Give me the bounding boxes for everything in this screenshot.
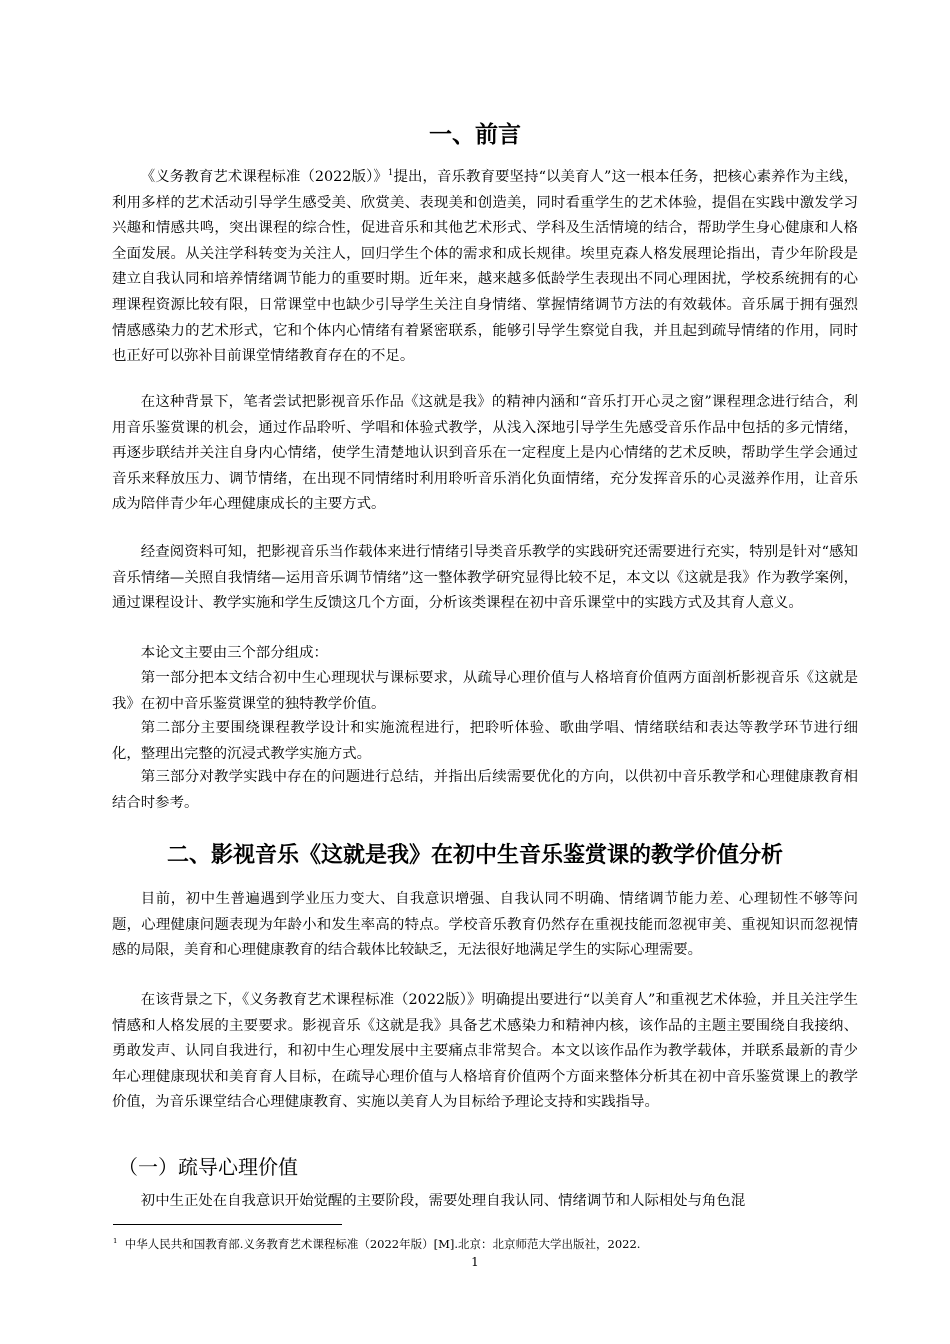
- section-1-paragraph-7: 第三部分对教学实践中存在的问题进行总结，并指出后续需要优化的方向，以供初中音乐教学和心理健康教育相结合时参考。: [112, 769, 858, 811]
- footnote-separator: [113, 1224, 342, 1225]
- paragraph-text: 提出，音乐教育要坚持“以美育人”这一根本任务，把核心素养作为主线，利用多样的艺术活动引导学生感受美、欣赏美、表现美和创造美，同时看重学生的艺术体验，提倡在实践中激发学习兴趣和情感共鸣，突出课程的综合性，促进音乐和其他艺术形式、学科及生活情境的结合，帮助学生身心健康和人格全面发展。从关注学科转变为关注人，回归学生个体的需求和成长规律。埃里克森人格发展理论指出，青少年阶段是建立自我认同和培养情绪调节能力的重要时期。近年来，越来越多低龄学生表现出不同心理困扰，学校系统拥有的心理课程资源比较有限，日常课堂中也缺少引导学生关注自身情绪、掌握情绪调节方法的有效载体。音乐属于拥有强烈情感感染力的艺术形式，它和个体内心情绪有着紧密联系，能够引导学生察觉自我，并且起到疏导情绪的作用，同时也正好可以弥补目前课堂情绪教育存在的不足。: [112, 169, 858, 365]
- section-1-heading: 一、前言: [429, 122, 521, 148]
- footnote-number: 1: [113, 1237, 118, 1246]
- section-1-paragraph-6: 第二部分主要围绕课程教学设计和实施流程进行，把聆听体验、歌曲学唱、情绪联结和表达等教学环节进行细化，整理出完整的沉浸式教学实施方式。: [112, 720, 858, 762]
- section-1-paragraph-2: 在这种背景下，笔者尝试把影视音乐作品《这就是我》的精神内涵和“音乐打开心灵之窗”课程理念进行结合，利用音乐鉴赏课的机会，通过作品聆听、学唱和体验式教学，从浅入深地引导学生先感受音乐作品中包括的多元情绪，再逐步联结并关注自身内心情绪，使学生清楚地认识到音乐在一定程度上是内心情绪的艺术反映，帮助学生学会通过音乐来释放压力、调节情绪，在出现不同情绪时利用聆听音乐消化负面情绪，充分发挥音乐的心灵滋养作用，让音乐成为陪伴青少年心理健康成长的主要方式。: [112, 394, 858, 513]
- section-1-paragraph-1: [112, 165, 858, 370]
- footnote-reference[interactable]: 1: [387, 168, 394, 179]
- cited-title: 《义务教育艺术课程标准（2022版）》: [140, 169, 388, 185]
- section-2-paragraph-1: 目前，初中生普遍遇到学业压力变大、自我意识增强、自我认同不明确、情绪调节能力差、心理韧性不够等问题，心理健康问题表现为年龄小和发生率高的特点。学校音乐教育仍然存在重视技能而忽视审美、重视知识而忽视情感的局限，美育和心理健康教育的结合载体比较缺乏，无法很好地满足学生的实际心理需要。: [112, 891, 858, 959]
- page-number: 1: [471, 1255, 479, 1269]
- section-1-paragraph-4: 本论文主要由三个部分组成：: [140, 645, 328, 661]
- subsection-heading: （一）疏导心理价值: [118, 1155, 298, 1179]
- section-1-paragraph-3: 经查阅资料可知，把影视音乐当作载体来进行情绪引导类音乐教学的实践研究还需要进行充实，特别是针对“感知音乐情绪—关照自我情绪—运用音乐调节情绪”这一整体教学研究显得比较不足，本文以《这就是我》作为教学案例，通过课程设计、教学实施和学生反馈这几个方面，分析该类课程在初中音乐课堂中的实践方式及其育人意义。: [112, 544, 858, 612]
- footnote-text: 中华人民共和国教育部.义务教育艺术课程标准（2022年版）[M].北京：北京师范大学出版社，2022.: [124, 1237, 641, 1251]
- footnote: [113, 1236, 640, 1252]
- subsection-paragraph-1: 初中生正处在自我意识开始觉醒的主要阶段，需要处理自我认同、情绪调节和人际相处与角色混: [140, 1193, 746, 1209]
- section-2-heading: 二、影视音乐《这就是我》在初中生音乐鉴赏课的教学价值分析: [166, 843, 783, 868]
- section-2-paragraph-2: 在该背景之下，《义务教育艺术课程标准（2022版）》明确提出要进行“以美育人”和重视艺术体验，并且关注学生情感和人格发展的主要要求。影视音乐《这就是我》具备艺术感染力和精神内核，该作品的主题主要围绕自我接纳、勇敢发声、认同自我进行，和初中生心理发展中主要痛点非常契合。本文以该作品作为教学载体，并联系最新的青少年心理健康现状和美育育人目标，在疏导心理价值与人格培育价值两个方面来整体分析其在初中音乐鉴赏课上的教学价值，为音乐课堂结合心理健康教育、实施以美育人为目标给予理论支持和实践指导。: [112, 992, 858, 1111]
- section-1-paragraph-5: 第一部分把本文结合初中生心理现状与课标要求，从疏导心理价值与人格培育价值两方面剖析影视音乐《这就是我》在初中音乐鉴赏课堂的独特教学价值。: [112, 670, 858, 712]
